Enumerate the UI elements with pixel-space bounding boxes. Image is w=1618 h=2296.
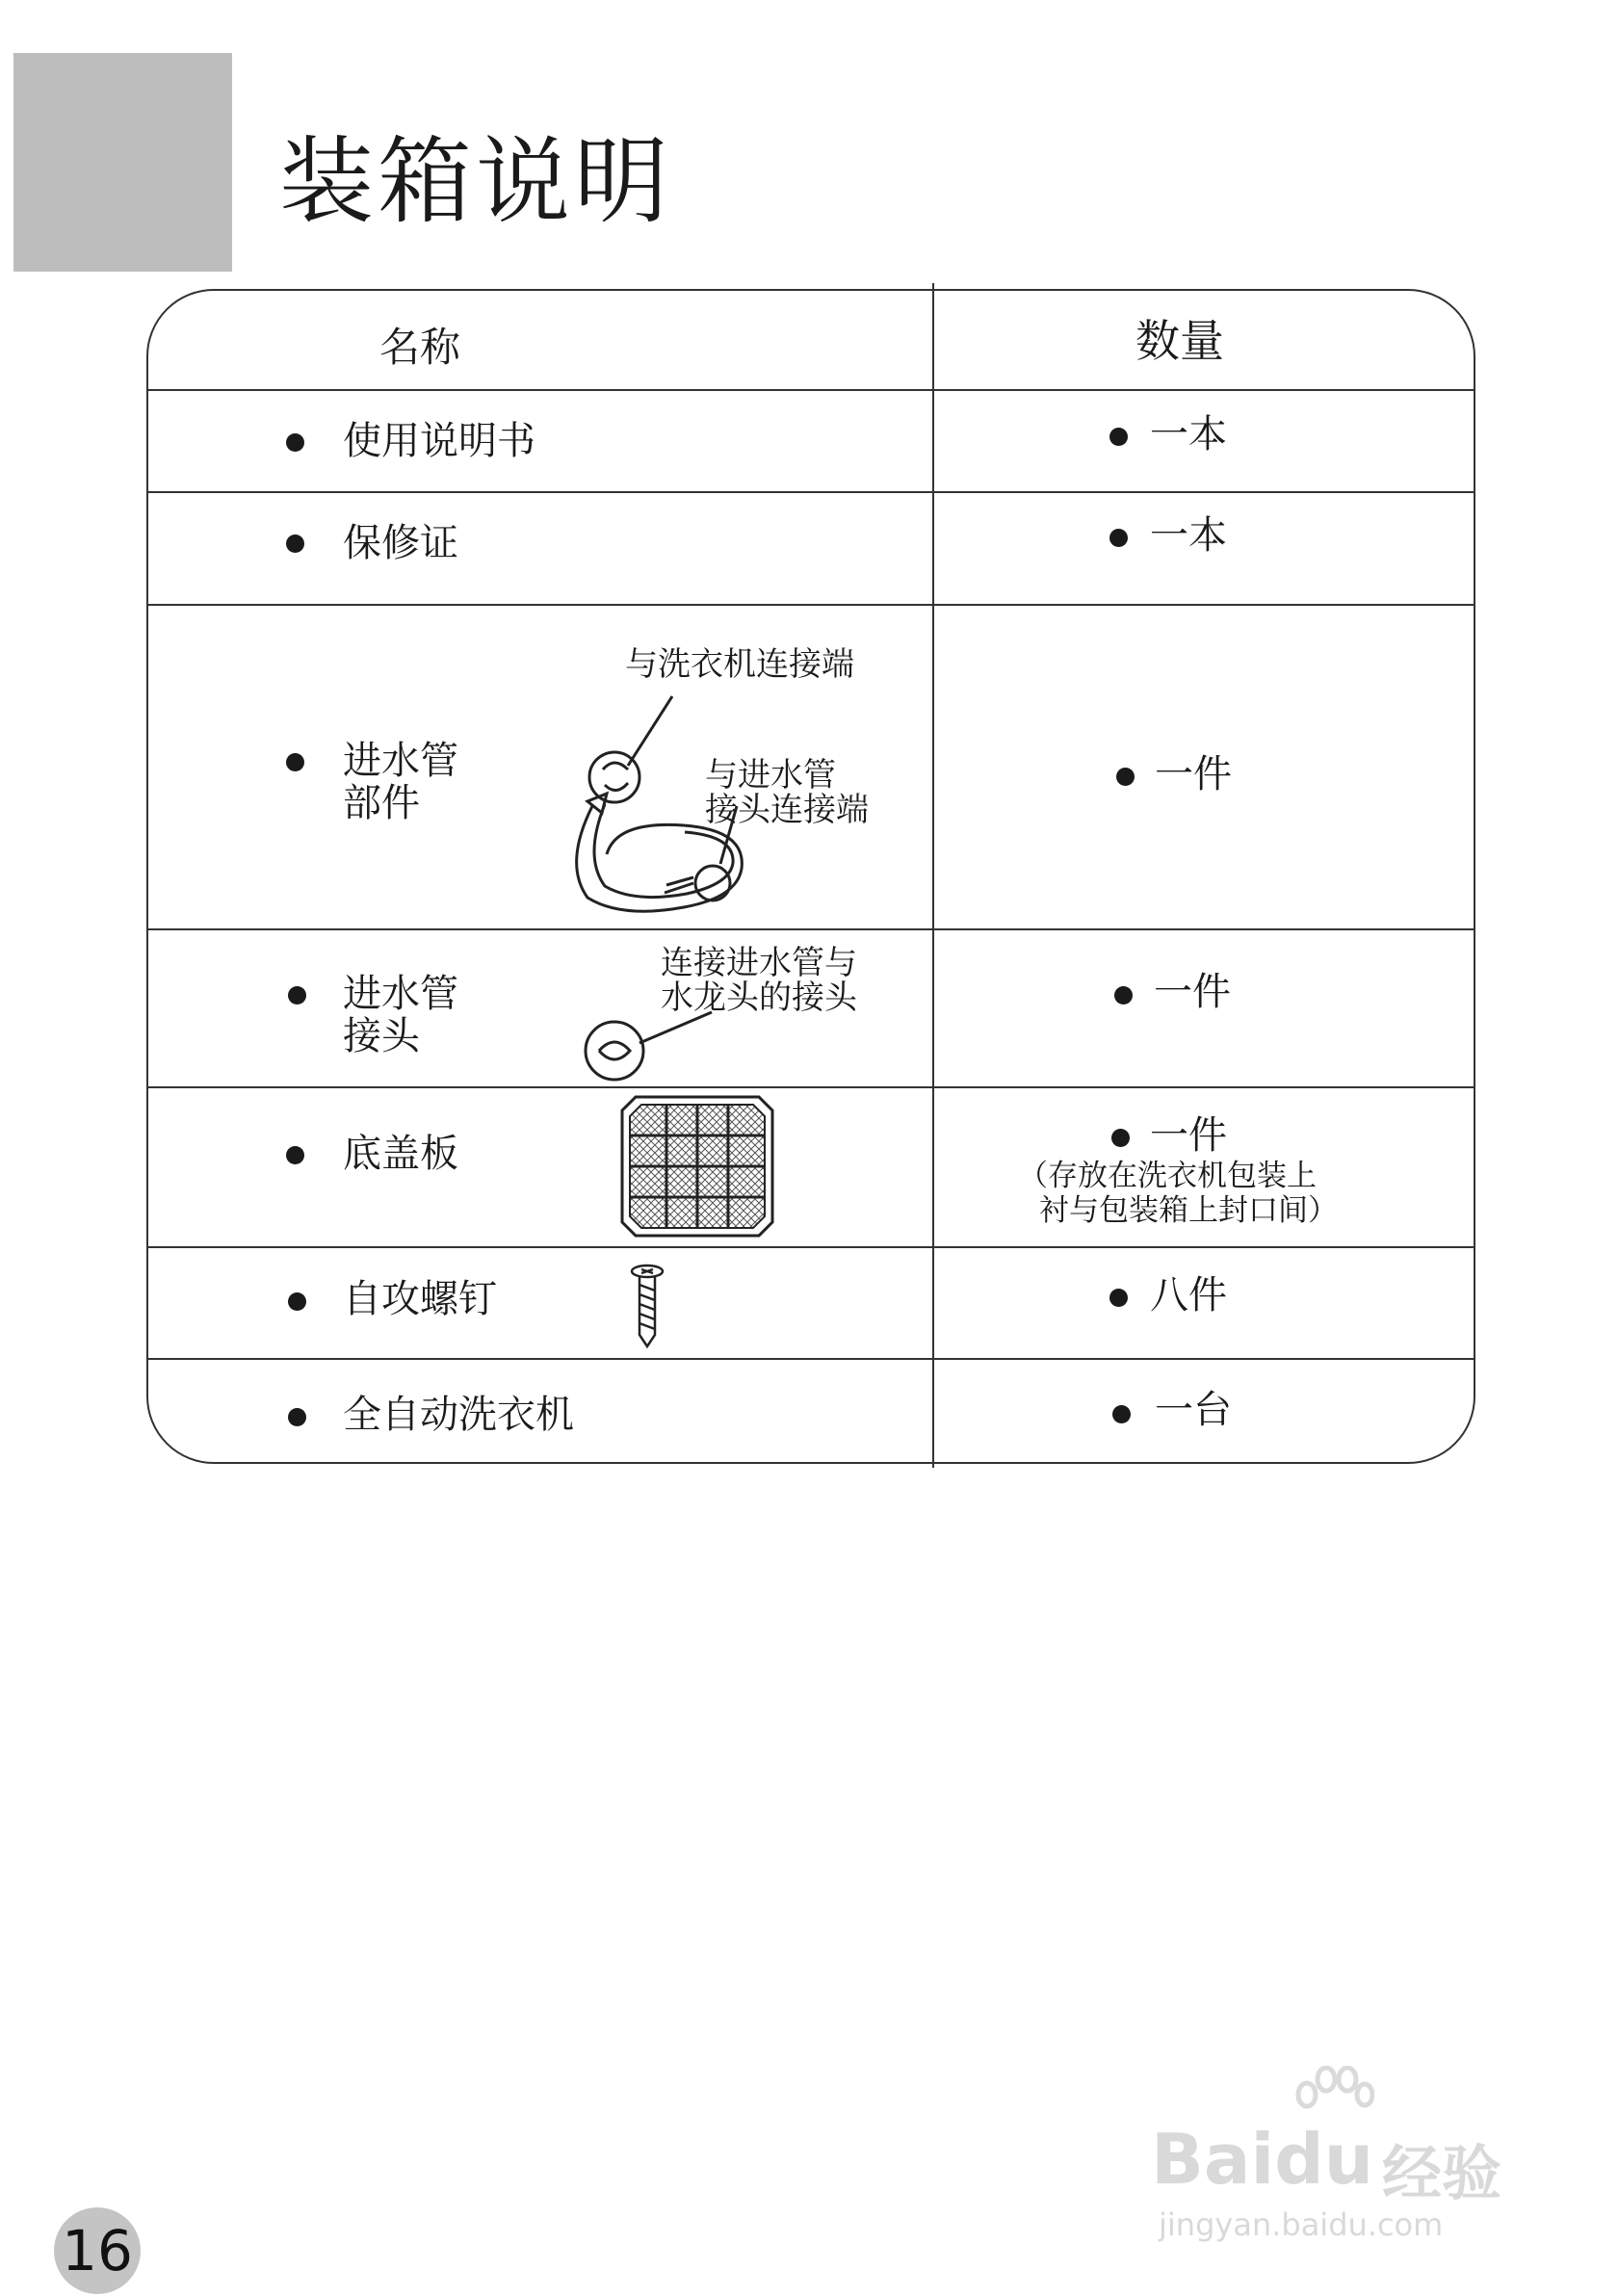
item-qty: 八件 [1150, 1273, 1227, 1318]
item-name: 使用说明书 [343, 419, 535, 463]
callout-label: 连接进水管与 [661, 944, 857, 982]
callout-label: 接头连接端 [705, 791, 869, 829]
bullet [288, 1408, 306, 1426]
bullet [288, 1292, 306, 1311]
item-qty: 一台 [1155, 1388, 1232, 1432]
callout-label: 水龙头的接头 [661, 978, 857, 1017]
row-divider [148, 389, 1474, 391]
header-name: 名称 [379, 324, 461, 371]
item-qty: 一件 [1155, 752, 1232, 796]
callout-label: 与洗衣机连接端 [625, 645, 854, 684]
packing-list-table [146, 289, 1475, 1464]
screw-illustration [628, 1264, 666, 1348]
row-divider [148, 491, 1474, 493]
row-divider [148, 1358, 1474, 1360]
header-qty: 数量 [1135, 315, 1224, 367]
bullet [1109, 529, 1128, 547]
item-name: 底盖板 [343, 1132, 458, 1176]
watermark-url: jingyan.baidu.com [1159, 2206, 1444, 2243]
storage-note-line2: 衬与包装箱上封口间） [1039, 1193, 1338, 1228]
watermark-suffix: 经验 [1382, 2138, 1502, 2208]
bullet [286, 433, 304, 452]
cover-plate-illustration [620, 1095, 774, 1238]
item-name-line2: 接头 [343, 1014, 420, 1058]
item-name-line1: 进水管 [343, 739, 458, 783]
row-divider [148, 1246, 1474, 1248]
bullet [1114, 986, 1133, 1004]
item-qty: 一件 [1154, 970, 1231, 1014]
page-title: 装箱说明 [279, 127, 673, 237]
callout-label: 与进水管 [705, 756, 836, 795]
row-divider [148, 928, 1474, 930]
bullet [1109, 428, 1128, 446]
inlet-hose-illustration [549, 691, 790, 922]
item-name-line2: 部件 [343, 781, 420, 825]
item-name: 自攻螺钉 [343, 1277, 497, 1321]
bullet [1116, 768, 1135, 786]
page-number: 16 [54, 2207, 141, 2294]
watermark-brand: Baidu [1151, 2119, 1373, 2200]
item-name: 全自动洗衣机 [343, 1393, 574, 1437]
column-divider [932, 283, 934, 1468]
bullet [286, 535, 304, 553]
bullet [1111, 1129, 1130, 1147]
item-name: 保修证 [343, 521, 458, 565]
item-qty: 一件 [1150, 1113, 1227, 1158]
item-qty: 一本 [1150, 412, 1227, 457]
hose-joint-illustration [582, 1008, 717, 1085]
row-divider [148, 1086, 1474, 1088]
storage-note-line1: （存放在洗衣机包装上 [1018, 1159, 1317, 1193]
bullet [1109, 1289, 1128, 1307]
item-qty: 一本 [1150, 513, 1227, 558]
bullet [286, 1146, 304, 1164]
row-divider [148, 604, 1474, 606]
section-marker [13, 53, 232, 272]
bullet [288, 986, 306, 1004]
bullet [1112, 1405, 1131, 1423]
item-name-line1: 进水管 [343, 972, 458, 1016]
baidu-watermark [1151, 2066, 1546, 2243]
bullet [286, 753, 304, 771]
